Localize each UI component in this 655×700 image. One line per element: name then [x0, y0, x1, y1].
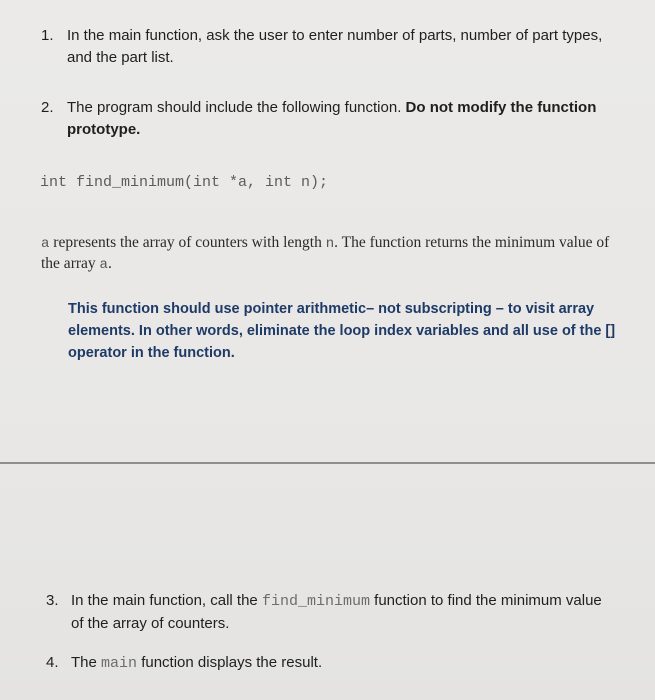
- list-number: 3.: [46, 592, 59, 609]
- var-n: n: [325, 236, 335, 252]
- list-item-text-bold: Do not modify the function prototype.: [67, 99, 597, 138]
- list-number: 1.: [41, 27, 54, 44]
- inline-code: main: [101, 655, 138, 672]
- list-item-text: [71, 652, 616, 675]
- description-text: represents the array of counters with length: [49, 234, 326, 251]
- var-a: a: [41, 236, 50, 252]
- description-text: .: [107, 255, 112, 272]
- list-item-text-regular: The: [71, 654, 102, 671]
- list-item-text-regular: The program should include the following function.: [67, 99, 406, 116]
- list-item-text-regular: In the main function, call the: [71, 592, 262, 609]
- list-item-text: [67, 97, 632, 141]
- list-number: 2.: [41, 99, 54, 116]
- list-item-text-regular: function displays the result.: [137, 654, 323, 671]
- inline-code: find_minimum: [261, 593, 370, 610]
- function-prototype: int find_minimum(int *a, int n);: [40, 174, 329, 191]
- list-item-text: [71, 590, 616, 635]
- list-number: 4.: [46, 654, 59, 671]
- list-item-text: In the main function, ask the user to enter number of parts, number of part types, and the part list.: [67, 27, 603, 66]
- list-item-text-regular: function to find the minimum value of the array of counters.: [71, 592, 602, 632]
- description-text: . The function returns the minimum value of the array: [41, 234, 610, 272]
- pointer-arithmetic-note: This function should use pointer arithmetic– not subscripting – to visit array elements. In other words, eliminate the loop index variables and all use of the [] operator in the function.: [68, 301, 616, 361]
- var-a: a: [99, 257, 108, 273]
- function-description: [41, 233, 631, 275]
